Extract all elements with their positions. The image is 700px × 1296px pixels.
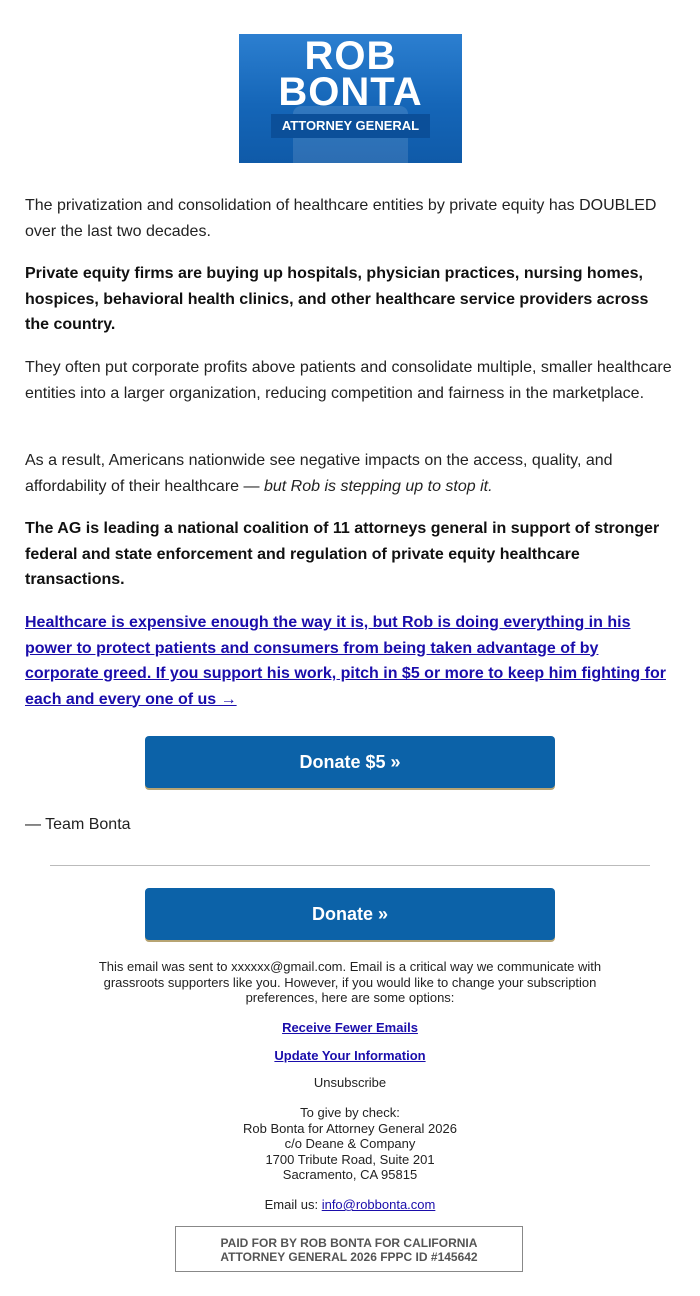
- address-line: Rob Bonta for Attorney General 2026: [243, 1120, 457, 1136]
- divider: [50, 865, 650, 866]
- paid-for-line-2: ATTORNEY GENERAL 2026 FPPC ID #145642: [220, 1250, 478, 1264]
- unsubscribe-link[interactable]: Unsubscribe: [313, 1075, 387, 1090]
- logo-title: ATTORNEY GENERAL: [271, 114, 430, 138]
- paid-for-disclaimer: [175, 1226, 523, 1272]
- donate-button[interactable]: Donate »: [145, 888, 555, 940]
- footer-notice: This email was sent to xxxxxx@gmail.com. Email is a critical way we communicate with grassroots supporters like you. However, if you would like to change your subscription preferences, here are some options:: [98, 959, 602, 1005]
- receive-fewer-emails-link[interactable]: Receive Fewer Emails: [282, 1020, 418, 1035]
- logo-first-name: ROB: [304, 34, 397, 78]
- body-paragraph-4: [25, 448, 675, 499]
- body-paragraph-4-text: As a result, Americans nationwide see negative impacts on the access, quality, and affordability of their healthcare —: [25, 452, 613, 495]
- check-address-block: [75, 1105, 625, 1183]
- body-paragraph-2: Private equity firms are buying up hospitals, physician practices, nursing homes, hospices, behavioral health clinics, and other healthcare service providers across the country.: [25, 265, 649, 333]
- logo-last-name: BONTA: [278, 70, 423, 114]
- donate-5-button[interactable]: Donate $5 »: [145, 736, 555, 788]
- logo: [239, 34, 462, 163]
- paid-for-line-1: PAID FOR BY ROB BONTA FOR CALIFORNIA: [220, 1236, 478, 1250]
- footer-link-wrap-fewer: [75, 1020, 625, 1036]
- body-paragraph-4-italic: but Rob is stepping up to stop it.: [263, 477, 493, 495]
- body-paragraph-1: The privatization and consolidation of healthcare entities by private equity has DOUBLED over the last two decades.: [25, 197, 657, 240]
- update-information-link[interactable]: Update Your Information: [274, 1048, 426, 1063]
- email-us-line: [75, 1197, 625, 1213]
- email-us-label: Email us:: [264, 1197, 322, 1212]
- donate-appeal-link[interactable]: Healthcare is expensive enough the way it is, but Rob is doing everything in his power to protect patients and consumers from being taken advantage of by corporate greed. If you support his work, pitch in $5 or more to keep him fighting for each and every one of us →: [25, 614, 666, 708]
- address-line: Sacramento, CA 95815: [282, 1167, 418, 1182]
- address-line: c/o Deane & Company: [284, 1136, 416, 1151]
- email-us-link[interactable]: info@robbonta.com: [321, 1197, 436, 1212]
- footer-link-wrap-update: [75, 1048, 625, 1064]
- body-paragraph-3: They often put corporate profits above patients and consolidate multiple, smaller healthcare entities into a larger organization, reducing competition and fairness in the marketplace.: [25, 359, 672, 402]
- address-line: 1700 Tribute Road, Suite 201: [265, 1151, 435, 1167]
- signature: — Team Bonta: [25, 816, 131, 833]
- logo-box: [239, 34, 462, 163]
- body-paragraph-5: The AG is leading a national coalition of 11 attorneys general in support of stronger federal and state enforcement and regulation of private equity healthcare transactions.: [25, 520, 660, 588]
- check-heading: To give by check:: [300, 1105, 400, 1120]
